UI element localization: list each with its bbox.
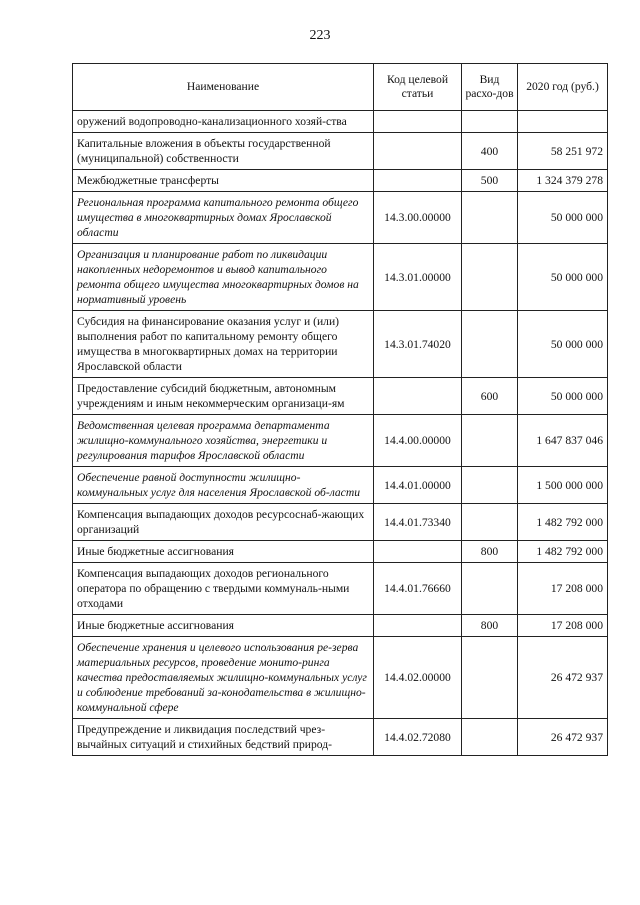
header-kind: Вид расхо-дов	[462, 64, 518, 111]
row-amount: 50 000 000	[518, 378, 608, 415]
table-row	[73, 378, 608, 415]
row-kind	[462, 467, 518, 504]
table-row	[73, 719, 608, 756]
row-amount: 17 208 000	[518, 615, 608, 637]
table-header	[73, 64, 608, 111]
row-code: 14.4.02.72080	[374, 719, 462, 756]
row-amount: 1 482 792 000	[518, 504, 608, 541]
row-code: 14.4.01.00000	[374, 467, 462, 504]
table-row	[73, 563, 608, 615]
row-amount: 50 000 000	[518, 311, 608, 378]
table-row	[73, 311, 608, 378]
row-amount: 26 472 937	[518, 719, 608, 756]
row-kind	[462, 311, 518, 378]
table-row	[73, 637, 608, 719]
row-name: Иные бюджетные ассигнования	[73, 615, 374, 637]
table-row	[73, 244, 608, 311]
row-kind	[462, 111, 518, 133]
row-name: Предупреждение и ликвидация последствий чрез-вычайных ситуаций и стихийных бедствий природ-	[73, 719, 374, 756]
row-kind	[462, 563, 518, 615]
row-name: Обеспечение хранения и целевого использования ре-зерва материальных ресурсов, проведение монито-ринга качества предоставляемых жилищно-коммунальных услуг и соблюдение требований за-конодательства в жилищно-коммунальной сфере	[73, 637, 374, 719]
page-number: 223	[309, 28, 331, 43]
table-row	[73, 541, 608, 563]
row-amount: 26 472 937	[518, 637, 608, 719]
row-amount: 1 324 379 278	[518, 170, 608, 192]
row-code	[374, 111, 462, 133]
budget-table	[72, 63, 608, 756]
row-name: Компенсация выпадающих доходов ресурсоснаб-жающих организаций	[73, 504, 374, 541]
header-code: Код целевой статьи	[374, 64, 462, 111]
row-name: Предоставление субсидий бюджетным, автономным учреждениям и иным некоммерческим организаци-ям	[73, 378, 374, 415]
row-code	[374, 615, 462, 637]
row-name: оружений водопроводно-канализационного хозяй-ства	[73, 111, 374, 133]
row-kind	[462, 192, 518, 244]
header-amount: 2020 год (руб.)	[518, 64, 608, 111]
table-row	[73, 192, 608, 244]
row-kind: 800	[462, 541, 518, 563]
row-code: 14.3.01.74020	[374, 311, 462, 378]
table-row	[73, 415, 608, 467]
row-kind: 400	[462, 133, 518, 170]
row-amount: 1 647 837 046	[518, 415, 608, 467]
row-code: 14.3.00.00000	[374, 192, 462, 244]
row-amount: 50 000 000	[518, 192, 608, 244]
row-kind	[462, 244, 518, 311]
row-kind: 600	[462, 378, 518, 415]
row-amount: 17 208 000	[518, 563, 608, 615]
header-name: Наименование	[73, 64, 374, 111]
row-code: 14.4.01.76660	[374, 563, 462, 615]
row-amount: 50 000 000	[518, 244, 608, 311]
row-kind	[462, 504, 518, 541]
row-code	[374, 133, 462, 170]
row-name: Обеспечение равной доступности жилищно-коммунальных услуг для населения Ярославской об-ласти	[73, 467, 374, 504]
table-row	[73, 467, 608, 504]
table-row	[73, 170, 608, 192]
row-code: 14.4.00.00000	[374, 415, 462, 467]
row-name: Региональная программа капитального ремонта общего имущества в многоквартирных домах Ярославской области	[73, 192, 374, 244]
table-body	[73, 111, 608, 756]
table-row	[73, 615, 608, 637]
row-name: Организация и планирование работ по ликвидации накопленных недоремонтов и вывод капитального ремонта общего имущества многоквартирных домов на нормативный уровень	[73, 244, 374, 311]
row-name: Иные бюджетные ассигнования	[73, 541, 374, 563]
row-name: Межбюджетные трансферты	[73, 170, 374, 192]
row-amount: 58 251 972	[518, 133, 608, 170]
row-code: 14.4.02.00000	[374, 637, 462, 719]
row-name: Компенсация выпадающих доходов регионального оператора по обращению с твердыми коммуналь-ными отходами	[73, 563, 374, 615]
row-name: Ведомственная целевая программа департамента жилищно-коммунального хозяйства, энергетики и регулирования тарифов Ярославской области	[73, 415, 374, 467]
row-kind	[462, 719, 518, 756]
row-kind: 500	[462, 170, 518, 192]
row-name: Капитальные вложения в объекты государственной (муниципальной) собственности	[73, 133, 374, 170]
row-amount	[518, 111, 608, 133]
table-row	[73, 133, 608, 170]
row-kind	[462, 637, 518, 719]
row-amount: 1 500 000 000	[518, 467, 608, 504]
table-row	[73, 504, 608, 541]
row-code: 14.3.01.00000	[374, 244, 462, 311]
row-code: 14.4.01.73340	[374, 504, 462, 541]
table-row	[73, 111, 608, 133]
row-code	[374, 541, 462, 563]
row-code	[374, 378, 462, 415]
row-name: Субсидия на финансирование оказания услуг и (или) выполнения работ по капитальному ремонту общего имущества в многоквартирных домах на территории Ярославской области	[73, 311, 374, 378]
row-code	[374, 170, 462, 192]
row-amount: 1 482 792 000	[518, 541, 608, 563]
row-kind: 800	[462, 615, 518, 637]
row-kind	[462, 415, 518, 467]
